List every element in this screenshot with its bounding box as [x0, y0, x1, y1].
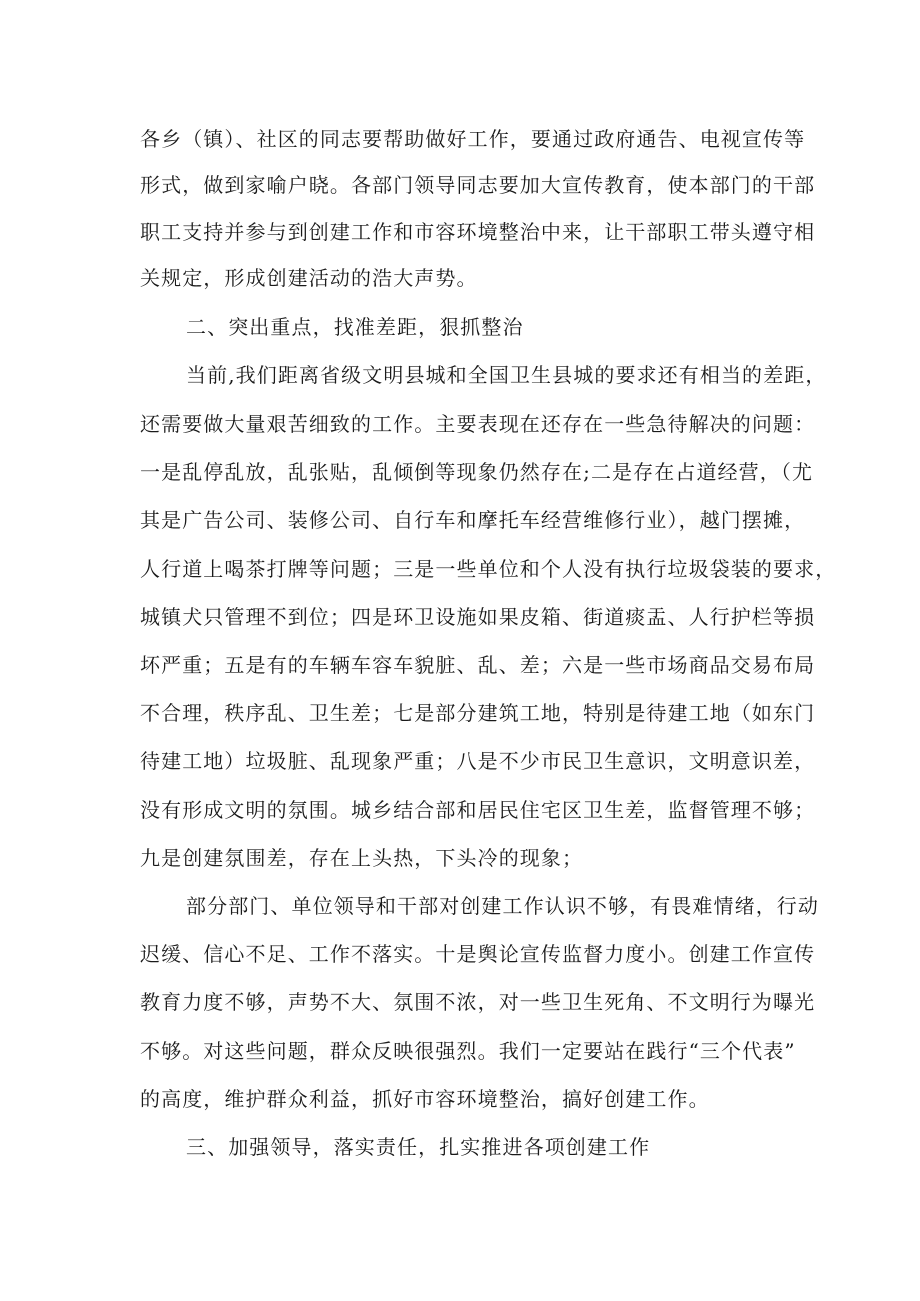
paragraph-line: 职工支持并参与到创建工作和市容环境整治中来，让干部职工带头遵守相	[140, 220, 816, 244]
paragraph-line: 还需要做大量艰苦细致的工作。主要表现在还存在一些急待解决的问题：	[140, 412, 816, 436]
paragraph-line: 没有形成文明的氛围。城乡结合部和居民住宅区卫生差，监督管理不够；	[140, 798, 816, 822]
paragraph-line: 一是乱停乱放，乱张贴，乱倾倒等现象仍然存在;二是存在占道经营，（尤	[140, 460, 814, 484]
paragraph-line: 各乡（镇）、社区的同志要帮助做好工作，要通过政府通告、电视宣传等	[140, 127, 806, 151]
paragraph-line: 其是广告公司、装修公司、自行车和摩托车经营维修行业），越门摆摊，	[140, 508, 806, 532]
section-heading-2: 二、突出重点，找准差距，狠抓整治	[186, 315, 524, 339]
paragraph-line: 教育力度不够，声势不大、氛围不浓，对一些卫生死角、不文明行为曝光	[140, 990, 816, 1014]
paragraph-line: 关规定，形成创建活动的浩大声势。	[140, 266, 478, 290]
paragraph-line: 的高度，维护群众利益，抓好市容环境整治，搞好创建工作。	[140, 1087, 710, 1111]
paragraph-line: 人行道上喝茶打牌等问题；三是一些单位和个人没有执行垃圾袋装的要求，	[140, 557, 837, 581]
paragraph-line: 形式，做到家喻户晓。各部门领导同志要加大宣传教育，使本部门的干部	[140, 173, 816, 197]
paragraph-line: 九是创建氛围差，存在上头热，下头冷的现象；	[140, 846, 584, 870]
paragraph-line: 部分部门、单位领导和干部对创建工作认识不够，有畏难情绪，行动	[186, 894, 819, 918]
paragraph-line: 不够。对这些问题，群众反映很强烈。我们一定要站在践行“三个代表”	[140, 1039, 796, 1063]
paragraph-line: 不合理，秩序乱、卫生差；七是部分建筑工地，特别是待建工地（如东门	[140, 701, 816, 725]
paragraph-line: 当前,我们距离省级文明县城和全国卫生县城的要求还有相当的差距，	[186, 363, 827, 387]
paragraph-line: 坏严重；五是有的车辆车容车貌脏、乱、差；六是一些市场商品交易布局	[140, 653, 816, 677]
paragraph-line: 迟缓、信心不足、工作不落实。十是舆论宣传监督力度小。创建工作宣传	[140, 942, 816, 966]
paragraph-line: 待建工地）垃圾脏、乱现象严重；八是不少市民卫生意识，文明意识差，	[140, 749, 816, 773]
paragraph-line: 城镇犬只管理不到位；四是环卫设施如果皮箱、街道痰盂、人行护栏等损	[140, 605, 816, 629]
section-heading-3: 三、加强领导，落实责任，扎实推进各项创建工作	[186, 1135, 651, 1159]
